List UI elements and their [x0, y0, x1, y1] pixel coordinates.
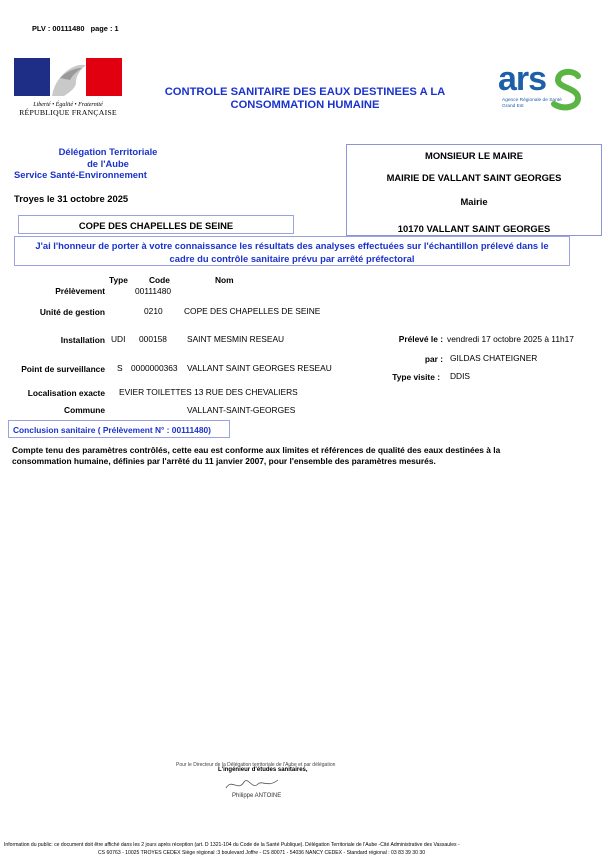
- row-type-surveillance: S: [117, 363, 123, 373]
- row-code-prelevement: 00111480: [135, 286, 172, 296]
- row-label-installation: Installation: [60, 335, 105, 345]
- subject-text: COPE DES CHAPELLES DE SEINE: [78, 220, 234, 231]
- signature-delegation: Pour le Directeur de la Délégation territoriale de l'Aube et par délégation: [176, 762, 336, 768]
- rf-motto: Liberté • Égalité • Fraternité: [33, 102, 103, 108]
- recipient-city: 10170 VALLANT SAINT GEORGES: [397, 223, 551, 234]
- ars-swoosh-icon: [548, 66, 588, 114]
- preleve-label: Prélevé le :: [398, 334, 443, 344]
- row-label-prelevement: Prélèvement: [55, 286, 105, 296]
- row-code-installation: 000158: [139, 334, 167, 344]
- col-header-code: Code: [149, 275, 170, 285]
- ars-logo: [498, 60, 590, 116]
- recipient-address-box: [346, 144, 602, 236]
- recipient-name: MONSIEUR LE MAIRE: [425, 150, 523, 161]
- row-value-commune: VALLANT-SAINT-GEORGES: [187, 405, 296, 415]
- row-label-unite: Unité de gestion: [39, 307, 105, 317]
- col-header-nom: Nom: [215, 275, 234, 285]
- recipient-org: MAIRIE DE VALLANT SAINT GEORGES: [386, 172, 562, 183]
- ars-region: Grand Est: [502, 104, 524, 109]
- ars-subtitle: Agence Régionale de Santé: [502, 98, 562, 103]
- col-header-type: Type: [109, 275, 128, 285]
- row-nom-installation: SAINT MESMIN RESEAU: [187, 334, 285, 344]
- republique-francaise-logo: [14, 58, 122, 120]
- row-value-localisation: EVIER TOILETTES 13 RUE DES CHEVALIERS: [119, 387, 298, 397]
- par-label: par :: [424, 354, 443, 364]
- sender-service: Service Santé-Environnement: [14, 169, 147, 180]
- type-visite-value: DDIS: [450, 371, 471, 381]
- intro-box: [14, 236, 570, 266]
- row-label-commune: Commune: [64, 405, 105, 415]
- signature-title: L'ingénieur d'études sanitaires,: [218, 767, 308, 773]
- sender-delegation: Délégation Territoriale de l'Aube: [58, 146, 158, 169]
- type-visite-label: Type visite :: [392, 372, 440, 382]
- rf-name: RÉPUBLIQUE FRANÇAISE: [19, 108, 117, 117]
- plv-reference: PLV : 00111480 page : 1: [32, 24, 119, 33]
- letter-date: Troyes le 31 octobre 2025: [14, 193, 129, 204]
- page-title: CONTROLE SANITAIRE DES EAUX DESTINEES A LA CONSOMMATION HUMAINE: [164, 86, 446, 111]
- conclusion-text: Compte tenu des paramètres contrôlés, cette eau est conforme aux limites et références de qualité des eaux destinées à la consommation humaine, définies par l'arrêté du 11 janvier 2007, pour l'ensemble des paramètres mesurés.: [12, 445, 501, 466]
- row-nom-unite: COPE DES CHAPELLES DE SEINE: [184, 306, 321, 316]
- recipient-service: Mairie: [460, 196, 488, 207]
- footer-notice: Information du public: ce document doit être affiché dans les 2 jours après réception (art. D 1321-104 du Code de la Santé Publique). Délégation Territoriale de l'Aube -Cité Administrative des Vassaules - CS 60763 - 10025 TROYES CEDEX Siège régional :3 boulevard Joffre - CS 80071 - 54036 NANCY CEDEX - Standard régional : 03 83 39 30 30: [4, 842, 460, 856]
- row-code-surveillance: 0000000363: [131, 363, 178, 373]
- ars-wordmark: ars: [498, 60, 547, 98]
- subject-box: [18, 215, 294, 234]
- conclusion-title: Conclusion sanitaire ( Prélèvement N° : 00111480): [13, 425, 211, 435]
- row-label-localisation: Localisation exacte: [27, 388, 105, 398]
- preleve-value: vendredi 17 octobre 2025 à 11h17: [447, 334, 574, 344]
- row-nom-surveillance: VALLANT SAINT GEORGES RESEAU: [187, 363, 332, 373]
- marianne-flag-icon: [14, 58, 122, 96]
- conclusion-title-box: [8, 420, 230, 438]
- intro-text: J'ai l'honneur de porter à votre connaissance les résultats des analyses effectuées sur l'échantillon prélevé dans le cadre du contrôle sanitaire prévu par arrêté préfectoral: [35, 240, 549, 264]
- row-type-installation: UDI: [111, 334, 126, 344]
- handwritten-signature: [222, 774, 282, 794]
- row-label-surveillance: Point de surveillance: [21, 364, 105, 374]
- row-code-unite: 0210: [144, 306, 163, 316]
- par-value: GILDAS CHATEIGNER: [450, 353, 538, 363]
- signatory-name: Philippe ANTOINE: [232, 793, 282, 799]
